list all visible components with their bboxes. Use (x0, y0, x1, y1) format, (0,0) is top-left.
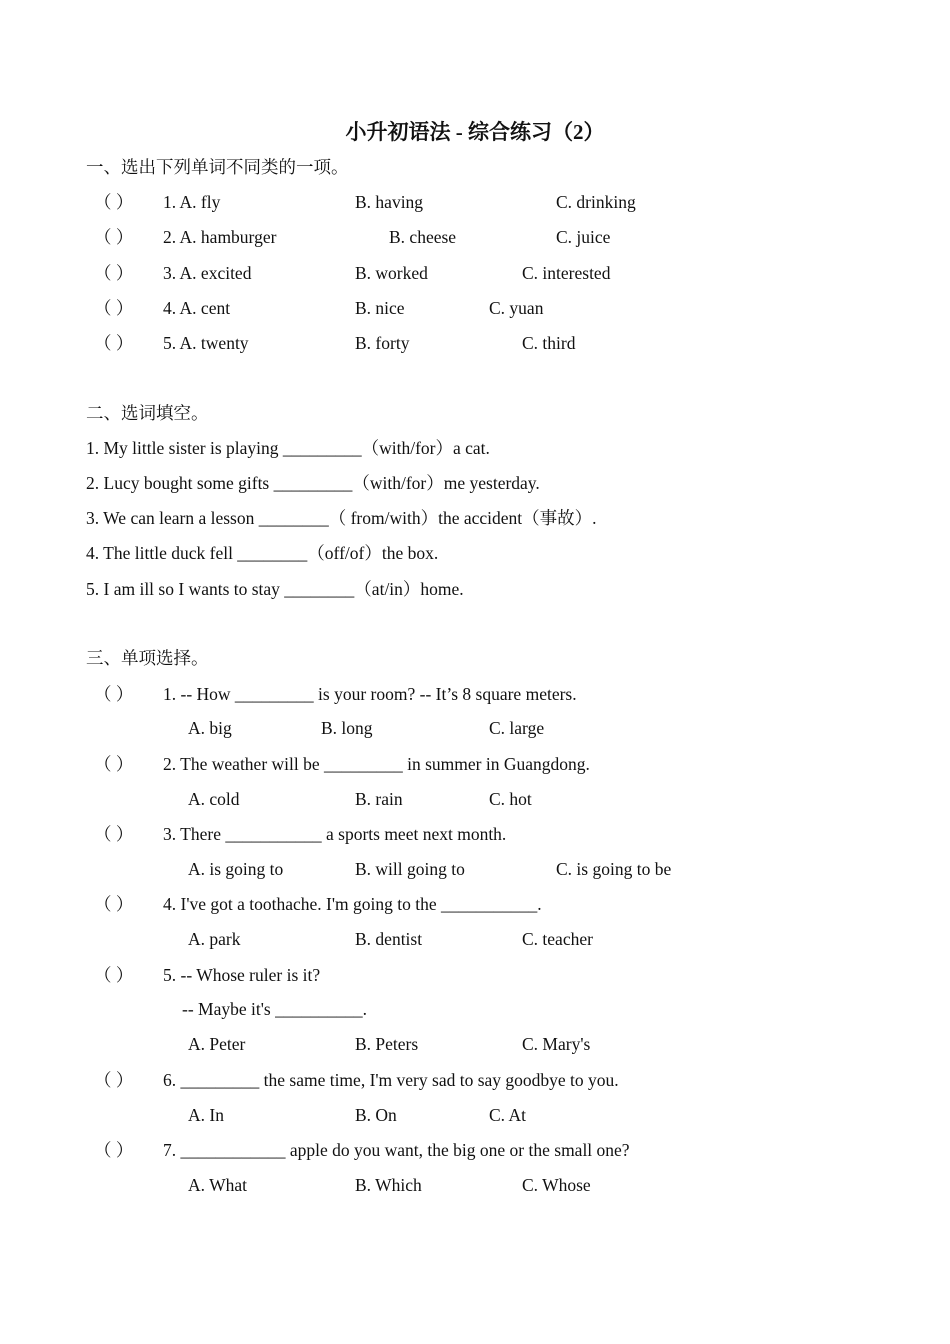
section1-heading: 一、选出下列单词不同类的一项。 (86, 157, 349, 177)
question-text: 2. A. hamburger (163, 227, 277, 247)
option-a: A. is going to (188, 859, 284, 879)
option-b: B. nice (355, 298, 405, 318)
fill-blank-item: 1. My little sister is playing _________（with/for）a cat. (86, 438, 490, 458)
option-b: B. Which (355, 1175, 422, 1195)
option-a: A. big (188, 718, 232, 738)
page-title: 小升初语法 - 综合练习（2） (345, 120, 605, 144)
option-c: C. large (489, 718, 545, 738)
option-b: B. rain (355, 789, 403, 809)
question-text-continued: -- Maybe it's __________. (182, 999, 367, 1019)
option-a: A. park (188, 929, 241, 949)
option-b: B. cheese (389, 227, 457, 247)
answer-paren: （ ） (94, 192, 134, 212)
answer-paren: （ ） (94, 824, 134, 844)
option-b: B. forty (355, 333, 410, 353)
option-c: C. hot (489, 789, 532, 809)
question-text: 1. -- How _________ is your room? -- It’s 8 square meters. (163, 684, 577, 704)
option-a: A. In (188, 1105, 224, 1125)
section2-heading: 二、选词填空。 (86, 403, 209, 423)
option-b: B. worked (355, 263, 428, 283)
question-text: 4. A. cent (163, 298, 231, 318)
option-a: A. What (188, 1175, 247, 1195)
answer-paren: （ ） (94, 227, 134, 247)
option-c: C. third (522, 333, 576, 353)
question-text: 3. A. excited (163, 263, 252, 283)
question-text: 3. There ___________ a sports meet next month. (163, 824, 507, 844)
option-c: C. yuan (489, 298, 544, 318)
option-c: C. Whose (522, 1175, 591, 1195)
answer-paren: （ ） (94, 894, 134, 914)
fill-blank-item: 2. Lucy bought some gifts _________（with/for）me yesterday. (86, 473, 540, 493)
option-c: C. juice (556, 227, 611, 247)
question-text: 2. The weather will be _________ in summer in Guangdong. (163, 754, 590, 774)
answer-paren: （ ） (94, 333, 134, 353)
answer-paren: （ ） (94, 1140, 134, 1160)
option-c: C. drinking (556, 192, 636, 212)
answer-paren: （ ） (94, 965, 134, 985)
option-c: C. teacher (522, 929, 593, 949)
fill-blank-item: 3. We can learn a lesson ________（ from/with）the accident（事故）. (86, 508, 597, 528)
answer-paren: （ ） (94, 298, 134, 318)
question-text: 4. I've got a toothache. I'm going to the ___________. (163, 894, 542, 914)
option-a: A. cold (188, 789, 240, 809)
option-b: B. On (355, 1105, 397, 1125)
option-c: C. is going to be (556, 859, 672, 879)
answer-paren: （ ） (94, 754, 134, 774)
fill-blank-item: 4. The little duck fell ________（off/of）the box. (86, 543, 439, 563)
question-text: 5. A. twenty (163, 333, 249, 353)
option-a: A. Peter (188, 1034, 246, 1054)
question-text: 7. ____________ apple do you want, the big one or the small one? (163, 1140, 630, 1160)
question-text: 5. -- Whose ruler is it? (163, 965, 321, 985)
option-b: B. Peters (355, 1034, 419, 1054)
option-b: B. dentist (355, 929, 423, 949)
question-text: 6. _________ the same time, I'm very sad to say goodbye to you. (163, 1070, 619, 1090)
section3-heading: 三、单项选择。 (86, 648, 209, 668)
answer-paren: （ ） (94, 263, 134, 283)
option-b: B. long (321, 718, 373, 738)
option-c: C. Mary's (522, 1034, 591, 1054)
fill-blank-item: 5. I am ill so I wants to stay ________（at/in）home. (86, 579, 464, 599)
option-b: B. having (355, 192, 424, 212)
answer-paren: （ ） (94, 684, 134, 704)
question-text: 1. A. fly (163, 192, 221, 212)
option-b: B. will going to (355, 859, 465, 879)
answer-paren: （ ） (94, 1070, 134, 1090)
option-c: C. interested (522, 263, 611, 283)
option-c: C. At (489, 1105, 526, 1125)
